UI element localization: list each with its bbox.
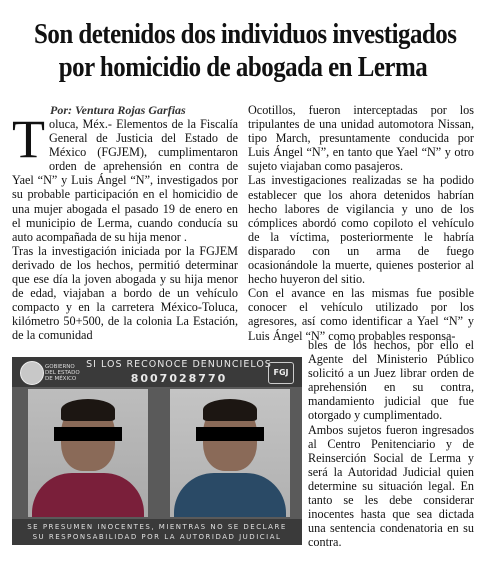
fgj-logo-icon: FGJ bbox=[268, 362, 294, 384]
article-column-1 bbox=[12, 103, 238, 343]
headline bbox=[34, 18, 457, 84]
suspects-photo bbox=[12, 357, 302, 545]
paragraph-4: Con el avance en las mismas fue posible conocer el vehículo utilizado por los agresores, así como identificar a Yael “N” y Luis Ángel “N” como probables responsa- bbox=[248, 286, 474, 343]
paragraph-1: oluca, Méx.- Elementos de la Fiscalía General de Justicia del Estado de México (FGJEM), cumplimentaron orden de aprehensión en contra de Yael “N” y Luis Ángel “N”, investigados por su probable participación en el homicidio de una mujer abogada el pasado 19 de enero en el municipio de Lerma, cuando conducía su auto acompañada de su hija menor . bbox=[12, 117, 238, 244]
seal-text: GOBIERNO DEL ESTADO DE MÉXICO bbox=[45, 364, 80, 382]
censor-bar bbox=[54, 427, 122, 441]
paragraph-4-continued: bles de los hechos, por ello el Agente del Ministerio Público solicitó a un Juez librar orden de aprehensión en su contra, mandamiento judicial que fue otorgado y cumplimentado. bbox=[308, 338, 474, 423]
article-column-2 bbox=[248, 103, 474, 343]
article-column-3 bbox=[308, 338, 474, 549]
paragraph-2: Tras la investigación iniciada por la FGJEM derivado de los hechos, permitió determinar que ese día la joven abogada y su hija menor de edad, viajaban a bordo de un vehículo compacto y en la carretera México-Toluca, kilómetro 50+500, de la colonia La Estación, de la comunidad bbox=[12, 243, 238, 343]
government-seal-icon bbox=[20, 361, 44, 385]
suspect-photo-1 bbox=[28, 389, 148, 517]
dropcap: T bbox=[12, 109, 45, 169]
banner-phone: 8007028770 bbox=[130, 372, 228, 385]
photo-banner bbox=[12, 357, 302, 387]
censor-bar bbox=[196, 427, 264, 441]
paragraph-5: Ambos sujetos fueron ingresados al Centro Penitenciario y de Reinserción Social de Lerma y será la Autoridad Judicial quien determine su situación legal. En tanto se les debe considerar inocentes hasta que sea dictada una sentencia condenatoria en su contra. bbox=[308, 422, 474, 550]
suspect-photo-2 bbox=[170, 389, 290, 517]
photo-footer-line-2: SU RESPONSABILIDAD POR LA AUTORIDAD JUDICIAL bbox=[32, 533, 282, 541]
headline-line-1: Son detenidos dos individuos investigados bbox=[34, 18, 457, 50]
suspect-1-hair bbox=[61, 399, 115, 421]
headline-line-2: por homicidio de abogada en Lerma bbox=[58, 51, 428, 83]
suspect-1-body bbox=[32, 473, 144, 517]
banner-text: SI LOS RECONOCE DENUNCIELOS bbox=[86, 359, 272, 370]
byline: Por: Ventura Rojas Garfias bbox=[50, 103, 186, 117]
paragraph-2-continued: Ocotillos, fueron interceptadas por los tripulantes de una unidad automotora Nissan, tipo March, presuntamente conducida por Luis Ángel “N”, en tanto que Yael “N” y otro sujeto viajaban como pasajeros. bbox=[248, 103, 474, 174]
paragraph-3: Las investigaciones realizadas se ha podido establecer que los ahora detenidos habrían hecho labores de vigilancia y uno de los cómplices abordó como copiloto el vehículo de la víctima, posteriormente le habría disparado con un arma de fuego ocasionándole la muerte, quienes posterior al hecho huyeron del sitio. bbox=[248, 173, 474, 287]
suspect-2-body bbox=[174, 473, 286, 517]
suspect-2-hair bbox=[203, 399, 257, 421]
photo-footer bbox=[12, 519, 302, 545]
photo-footer-line-1: SE PRESUMEN INOCENTES, MIENTRAS NO SE DECLARE bbox=[27, 523, 287, 531]
